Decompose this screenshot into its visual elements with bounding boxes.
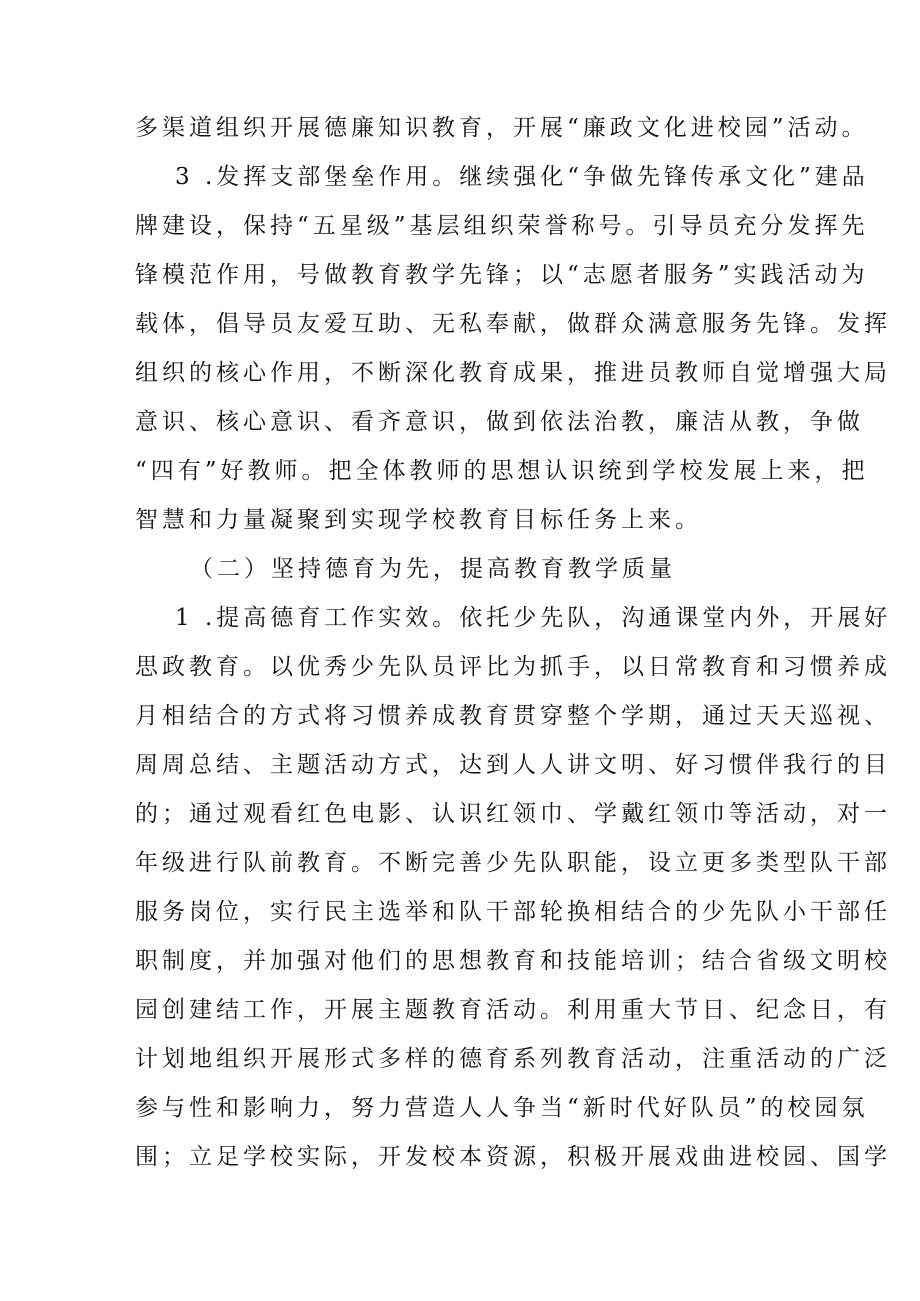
text-line-11: 1 .提高德育工作实效。依托少先队，沟通课堂内外，开展好 [175,605,892,631]
text-line-3: 牌建设，保持“五星级”基层组织荣誉称号。引导员充分发挥先 [135,213,869,239]
text-line-22: 围；立足学校实际，开发校本资源，积极开展戏曲进校园、国学 [135,1144,891,1170]
text-line-15: 的；通过观看红色电影、认识红领巾、学戴红领巾等活动，对一 [135,801,891,827]
section-heading: （二）坚持德育为先，提高教育教学质量 [190,556,676,582]
text-line-5: 载体，倡导员友爱互助、无私奉献，做群众满意服务先锋。发挥 [135,311,891,337]
text-line-14: 周周总结、主题活动方式，达到人人讲文明、好习惯伴我行的目 [135,752,891,778]
text-line-9: 智慧和力量凝聚到实现学校教育目标任务上来。 [135,507,702,533]
text-line-4: 锋模范作用，号做教育教学先锋；以“志愿者服务”实践活动为 [135,262,869,288]
text-line-2: 3 .发挥支部堡垒作用。继续强化“争做先锋传承文化”建品 [175,164,869,190]
text-line-21: 参与性和影响力，努力营造人人争当“新时代好队员”的校园氛 [135,1095,869,1121]
text-line-18: 职制度，并加强对他们的思想教育和技能培训；结合省级文明校 [135,948,891,974]
text-line-17: 服务岗位，实行民主选举和队干部轮换相结合的少先队小干部任 [135,899,891,925]
text-line-8: “四有”好教师。把全体教师的思想认识统到学校发展上来，把 [135,458,869,484]
text-line-7: 意识、核心意识、看齐意识，做到依法治教，廉洁从教，争做 [135,409,864,435]
text-line-6: 组织的核心作用，不断深化教育成果，推进员教师自觉增强大局 [135,360,891,386]
text-line-1: 多渠道组织开展德廉知识教育，开展“廉政文化进校园”活动。 [135,115,869,141]
text-line-19: 园创建结工作，开展主题教育活动。利用重大节日、纪念日，有 [135,997,891,1023]
text-line-16: 年级进行队前教育。不断完善少先队职能，设立更多类型队干部 [135,850,891,876]
text-line-20: 计划地组织开展形式多样的德育系列教育活动，注重活动的广泛 [135,1046,891,1072]
text-line-13: 月相结合的方式将习惯养成教育贯穿整个学期，通过天天巡视、 [135,703,891,729]
text-line-12: 思政教育。以优秀少先队员评比为抓手，以日常教育和习惯养成 [135,654,891,680]
